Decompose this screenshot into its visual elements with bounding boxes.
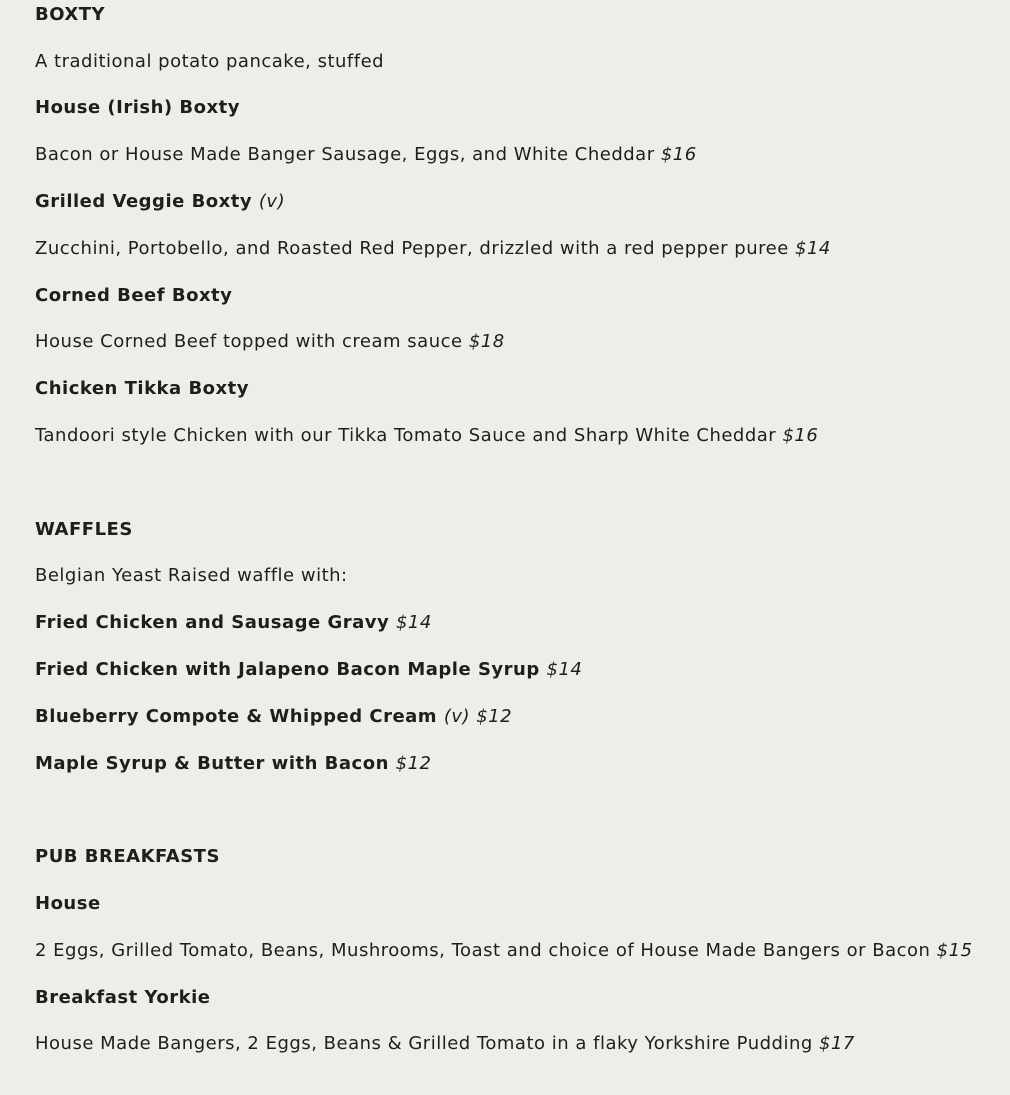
item-price: $14 xyxy=(795,238,831,259)
item-desc-text: Bacon or House Made Banger Sausage, Eggs, and White Cheddar xyxy=(35,144,661,165)
section-heading-boxty: BOXTY xyxy=(35,4,106,25)
item-maple-syrup-butter-bacon xyxy=(35,752,432,776)
item-name-breakfast-yorkie: Breakfast Yorkie xyxy=(35,987,211,1008)
item-blueberry-compote xyxy=(35,705,512,729)
item-desc-breakfast-yorkie xyxy=(35,1032,855,1056)
item-name-house: House xyxy=(35,893,101,914)
item-name-text: Grilled Veggie Boxty xyxy=(35,191,259,212)
item-desc-chicken-tikka-boxty xyxy=(35,424,818,448)
section-heading-waffles: WAFFLES xyxy=(35,519,133,540)
item-desc-corned-beef-boxty xyxy=(35,330,505,354)
item-desc-house-irish-boxty xyxy=(35,143,697,167)
vegetarian-tag: (v) xyxy=(258,191,286,212)
item-fried-chicken-sausage-gravy xyxy=(35,611,432,635)
item-desc-text: House Made Bangers, 2 Eggs, Beans & Grilled Tomato in a flaky Yorkshire Pudding xyxy=(35,1033,820,1054)
item-desc-text: House Corned Beef topped with cream sauce xyxy=(35,331,469,352)
section-heading-pub-breakfasts: PUB BREAKFASTS xyxy=(35,846,220,867)
item-price: $16 xyxy=(660,144,697,165)
item-desc-text: Zucchini, Portobello, and Roasted Red Pepper, drizzled with a red pepper puree xyxy=(35,238,796,259)
item-price: $15 xyxy=(936,940,973,961)
item-desc-text: 2 Eggs, Grilled Tomato, Beans, Mushrooms, Toast and choice of House Made Bangers or Bacon xyxy=(35,940,937,961)
item-price: $12 xyxy=(395,753,432,774)
item-fried-chicken-jalapeno-bacon xyxy=(35,658,582,682)
item-name-grilled-veggie-boxty xyxy=(35,190,285,214)
item-price: $14 xyxy=(395,612,432,633)
item-desc-grilled-veggie-boxty xyxy=(35,237,831,261)
section-intro-waffles: Belgian Yeast Raised waffle with: xyxy=(35,565,348,586)
item-price: $17 xyxy=(819,1033,855,1054)
item-name-text: Fried Chicken and Sausage Gravy xyxy=(35,612,396,633)
item-name-chicken-tikka-boxty: Chicken Tikka Boxty xyxy=(35,378,249,399)
item-name-text: Maple Syrup & Butter with Bacon xyxy=(35,753,396,774)
item-name-house-irish-boxty: House (Irish) Boxty xyxy=(35,97,240,118)
item-price: $16 xyxy=(782,425,819,446)
item-name-corned-beef-boxty: Corned Beef Boxty xyxy=(35,285,233,306)
vegetarian-tag: (v) xyxy=(443,706,471,727)
item-name-text: Blueberry Compote & Whipped Cream xyxy=(35,706,444,727)
item-desc-house xyxy=(35,939,973,963)
item-price: $12 xyxy=(476,706,513,727)
item-name-text: Fried Chicken with Jalapeno Bacon Maple Syrup xyxy=(35,659,547,680)
section-intro-boxty: A traditional potato pancake, stuffed xyxy=(35,51,385,72)
item-price: $14 xyxy=(546,659,583,680)
item-desc-text: Tandoori style Chicken with our Tikka Tomato Sauce and Sharp White Cheddar xyxy=(35,425,783,446)
item-price: $18 xyxy=(468,331,505,352)
